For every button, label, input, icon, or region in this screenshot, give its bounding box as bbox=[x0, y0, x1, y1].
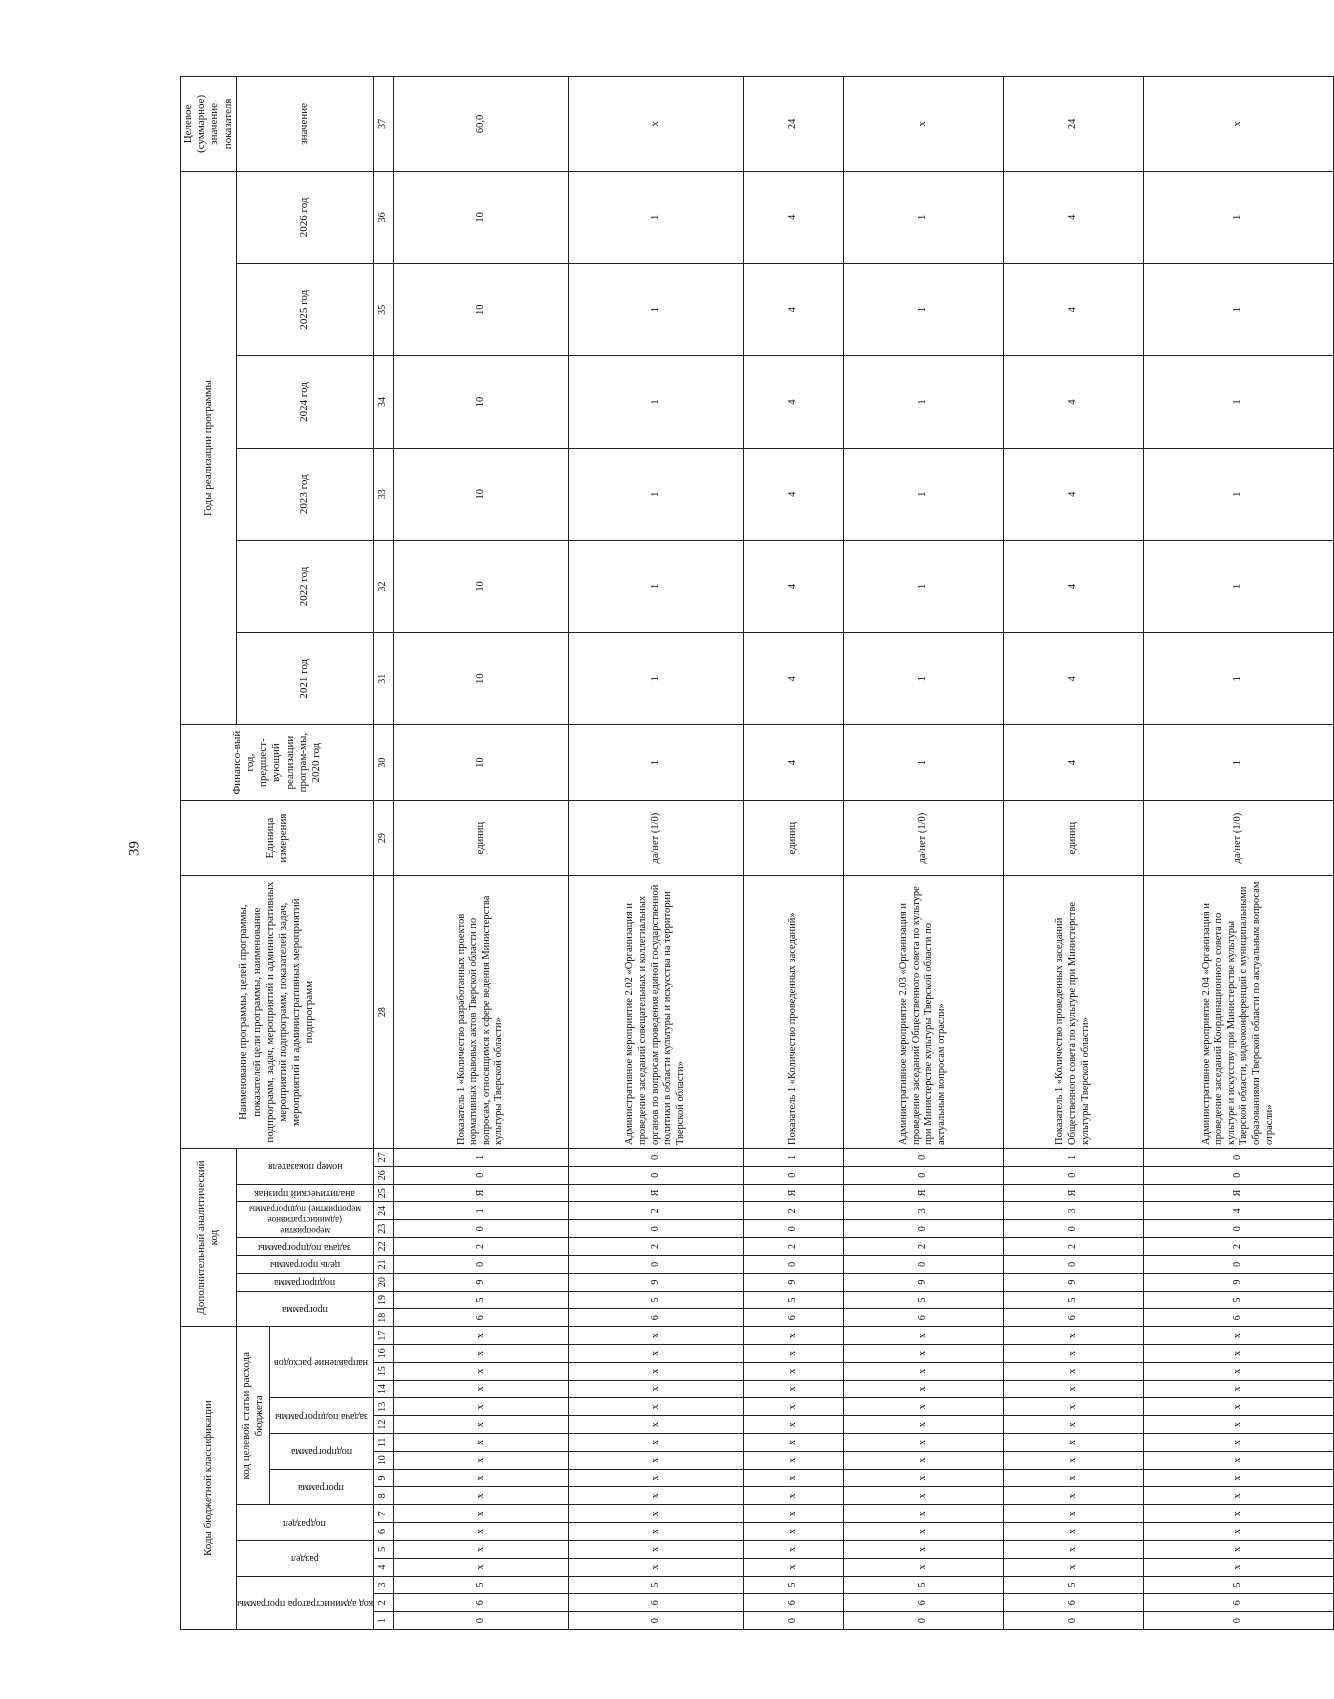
code-cell: 2 bbox=[568, 1238, 743, 1256]
row-year-value: 1 bbox=[1143, 633, 1333, 725]
code-cell: 0 bbox=[743, 1220, 843, 1238]
column-number: 33 bbox=[373, 448, 393, 540]
column-number: 26 bbox=[373, 1166, 393, 1184]
code-cell: 0 bbox=[743, 1255, 843, 1273]
row-target: x bbox=[1143, 77, 1333, 172]
code-cell: x bbox=[843, 1327, 1003, 1345]
code-cell: 0 bbox=[1003, 1166, 1143, 1184]
column-number: 20 bbox=[373, 1273, 393, 1291]
code-cell: 5 bbox=[1003, 1291, 1143, 1309]
header-unit: Единица измерения bbox=[181, 800, 374, 875]
column-number: 28 bbox=[373, 876, 393, 1149]
row-value-2020: 1 bbox=[568, 725, 743, 800]
code-cell: x bbox=[1143, 1398, 1333, 1416]
row-year-value: 4 bbox=[743, 264, 843, 356]
code-cell: x bbox=[843, 1523, 1003, 1541]
header-2026: 2026 год bbox=[236, 171, 373, 263]
code-cell: x bbox=[843, 1540, 1003, 1558]
code-cell: x bbox=[393, 1362, 568, 1380]
row-value-2020: 1 bbox=[1143, 725, 1333, 800]
column-number: 32 bbox=[373, 540, 393, 632]
code-cell: x bbox=[1003, 1540, 1143, 1558]
code-cell: 6 bbox=[843, 1309, 1003, 1327]
header-budget-codes: Коды бюджетной классификации bbox=[181, 1327, 237, 1630]
column-number: 19 bbox=[373, 1291, 393, 1309]
code-cell: 5 bbox=[393, 1291, 568, 1309]
code-cell: 0 bbox=[1143, 1612, 1333, 1630]
code-cell: 2 bbox=[743, 1238, 843, 1256]
code-cell: x bbox=[393, 1380, 568, 1398]
column-number: 23 bbox=[373, 1220, 393, 1238]
code-cell: x bbox=[568, 1398, 743, 1416]
header-2024: 2024 год bbox=[236, 356, 373, 448]
code-cell: x bbox=[393, 1523, 568, 1541]
column-number: 37 bbox=[373, 77, 393, 172]
code-cell: x bbox=[393, 1451, 568, 1469]
row-year-value: 4 bbox=[1003, 356, 1143, 448]
code-cell: x bbox=[843, 1434, 1003, 1452]
header-a-task: задача подпрограммы bbox=[236, 1238, 373, 1256]
row-year-value: 10 bbox=[393, 171, 568, 263]
code-cell: x bbox=[393, 1469, 568, 1487]
code-cell: x bbox=[743, 1487, 843, 1505]
row-value-2020: 4 bbox=[743, 725, 843, 800]
code-cell: x bbox=[843, 1345, 1003, 1363]
header-2025: 2025 год bbox=[236, 264, 373, 356]
header-extra-code: Дополнительный аналитический код bbox=[181, 1148, 237, 1326]
column-number: 24 bbox=[373, 1202, 393, 1220]
code-cell: x bbox=[568, 1345, 743, 1363]
code-cell: 0 bbox=[743, 1612, 843, 1630]
row-value-2020: 10 bbox=[393, 725, 568, 800]
header-subsection: подраздел bbox=[236, 1505, 373, 1541]
row-name: Показатель 1 «Количество проведенных заседаний» bbox=[743, 876, 843, 1149]
code-cell: 2 bbox=[568, 1202, 743, 1220]
column-number: 8 bbox=[373, 1487, 393, 1505]
code-cell: x bbox=[843, 1487, 1003, 1505]
code-cell: 1 bbox=[743, 1148, 843, 1166]
column-number: 17 bbox=[373, 1327, 393, 1345]
code-cell: 0 bbox=[568, 1220, 743, 1238]
column-number: 9 bbox=[373, 1469, 393, 1487]
code-cell: 3 bbox=[1003, 1202, 1143, 1220]
column-number: 2 bbox=[373, 1594, 393, 1612]
code-cell: x bbox=[743, 1362, 843, 1380]
row-year-value: 1 bbox=[1143, 171, 1333, 263]
code-cell: x bbox=[743, 1469, 843, 1487]
code-cell: x bbox=[1003, 1469, 1143, 1487]
code-cell: x bbox=[1003, 1451, 1143, 1469]
code-cell: x bbox=[568, 1505, 743, 1523]
row-unit: да/нет (1/0) bbox=[1143, 800, 1333, 875]
code-cell: x bbox=[1143, 1523, 1333, 1541]
code-cell: x bbox=[1003, 1345, 1143, 1363]
page-number: 39 bbox=[126, 841, 143, 856]
code-cell: x bbox=[843, 1505, 1003, 1523]
code-cell: 5 bbox=[1003, 1576, 1143, 1594]
row-year-value: 1 bbox=[568, 356, 743, 448]
code-cell: x bbox=[843, 1469, 1003, 1487]
code-cell: x bbox=[743, 1398, 843, 1416]
column-number: 22 bbox=[373, 1238, 393, 1256]
code-cell: 0 bbox=[1143, 1220, 1333, 1238]
row-target: x bbox=[568, 77, 743, 172]
column-number: 21 bbox=[373, 1255, 393, 1273]
header-expense-direction: направление расходов bbox=[269, 1327, 373, 1398]
code-cell: x bbox=[1143, 1434, 1333, 1452]
code-cell: 1 bbox=[393, 1148, 568, 1166]
row-target: 24 bbox=[1003, 77, 1143, 172]
code-cell: 0 bbox=[1143, 1166, 1333, 1184]
code-cell: 0 bbox=[568, 1166, 743, 1184]
code-cell: x bbox=[843, 1416, 1003, 1434]
code-cell: x bbox=[743, 1434, 843, 1452]
code-cell: x bbox=[743, 1558, 843, 1576]
code-cell: x bbox=[393, 1416, 568, 1434]
column-number: 31 bbox=[373, 633, 393, 725]
code-cell: 6 bbox=[743, 1594, 843, 1612]
code-cell: 9 bbox=[743, 1273, 843, 1291]
row-year-value: 1 bbox=[568, 448, 743, 540]
row-name: Административное мероприятие 2.02 «Организация и проведение заседаний совещательных и коллегиальных органов по вопросам проведения единой государственной политики в области культуры и искусства на территории Тверской области» bbox=[568, 876, 743, 1149]
row-year-value: 4 bbox=[743, 448, 843, 540]
code-cell: 4 bbox=[1143, 1202, 1333, 1220]
code-cell: x bbox=[1143, 1345, 1333, 1363]
code-cell: x bbox=[743, 1523, 843, 1541]
row-year-value: 1 bbox=[1143, 540, 1333, 632]
code-cell: 0 bbox=[568, 1612, 743, 1630]
row-value-2020: 1 bbox=[843, 725, 1003, 800]
row-year-value: 10 bbox=[393, 264, 568, 356]
row-year-value: 4 bbox=[1003, 448, 1143, 540]
code-cell: 9 bbox=[393, 1273, 568, 1291]
row-name: Показатель 1 «Количество разработанных проектов нормативных правовых актов Тверской области по вопросам, относящимся к сфере ведения Министерства культуры Тверской области» bbox=[393, 876, 568, 1149]
code-cell: Я bbox=[568, 1184, 743, 1202]
header-a-event: мероприятие (административное мероприятие) подпрограммы bbox=[236, 1202, 373, 1238]
code-cell: x bbox=[568, 1327, 743, 1345]
code-cell: 9 bbox=[1003, 1273, 1143, 1291]
row-year-value: 4 bbox=[743, 171, 843, 263]
code-cell: x bbox=[1003, 1558, 1143, 1576]
column-number: 29 bbox=[373, 800, 393, 875]
header-subprogram: подпрограмма bbox=[269, 1434, 373, 1470]
table-row bbox=[743, 77, 843, 1630]
code-cell: 5 bbox=[568, 1576, 743, 1594]
row-year-value: 1 bbox=[568, 264, 743, 356]
column-number: 36 bbox=[373, 171, 393, 263]
row-year-value: 4 bbox=[743, 356, 843, 448]
code-cell: 5 bbox=[568, 1291, 743, 1309]
row-target: 60,0 bbox=[393, 77, 568, 172]
code-cell: x bbox=[743, 1540, 843, 1558]
code-cell: x bbox=[843, 1558, 1003, 1576]
code-cell: x bbox=[1003, 1416, 1143, 1434]
header-a-goal: цель программы bbox=[236, 1255, 373, 1273]
code-cell: x bbox=[743, 1327, 843, 1345]
row-unit: единиц bbox=[393, 800, 568, 875]
code-cell: 5 bbox=[743, 1291, 843, 1309]
code-cell: x bbox=[1003, 1327, 1143, 1345]
row-year-value: 1 bbox=[568, 171, 743, 263]
row-year-value: 1 bbox=[1143, 264, 1333, 356]
code-cell: 0 bbox=[1143, 1255, 1333, 1273]
code-cell: x bbox=[1003, 1487, 1143, 1505]
code-cell: 5 bbox=[743, 1576, 843, 1594]
header-2021: 2021 год bbox=[236, 633, 373, 725]
code-cell: x bbox=[1143, 1540, 1333, 1558]
column-number: 30 bbox=[373, 725, 393, 800]
row-target: x bbox=[843, 77, 1003, 172]
row-year-value: 4 bbox=[743, 633, 843, 725]
code-cell: x bbox=[1003, 1398, 1143, 1416]
code-cell: 9 bbox=[568, 1273, 743, 1291]
code-cell: 6 bbox=[1003, 1309, 1143, 1327]
column-numbers-row bbox=[373, 77, 393, 1630]
code-cell: 6 bbox=[843, 1594, 1003, 1612]
code-cell: 0 bbox=[843, 1255, 1003, 1273]
row-year-value: 1 bbox=[843, 171, 1003, 263]
code-cell: x bbox=[568, 1416, 743, 1434]
code-cell: x bbox=[1003, 1523, 1143, 1541]
header-2023: 2023 год bbox=[236, 448, 373, 540]
column-number: 10 bbox=[373, 1451, 393, 1469]
column-number: 15 bbox=[373, 1362, 393, 1380]
code-cell: x bbox=[568, 1469, 743, 1487]
code-cell: 0 bbox=[843, 1612, 1003, 1630]
column-number: 7 bbox=[373, 1505, 393, 1523]
table-row bbox=[1143, 77, 1333, 1630]
code-cell: 6 bbox=[393, 1594, 568, 1612]
row-year-value: 10 bbox=[393, 540, 568, 632]
code-cell: 5 bbox=[843, 1291, 1003, 1309]
code-cell: 6 bbox=[1143, 1309, 1333, 1327]
program-indicators-table bbox=[180, 76, 1334, 1630]
column-number: 5 bbox=[373, 1540, 393, 1558]
code-cell: x bbox=[1143, 1505, 1333, 1523]
code-cell: 6 bbox=[1143, 1594, 1333, 1612]
code-cell: x bbox=[393, 1540, 568, 1558]
code-cell: Я bbox=[743, 1184, 843, 1202]
column-number: 16 bbox=[373, 1345, 393, 1363]
code-cell: 6 bbox=[568, 1309, 743, 1327]
code-cell: Я bbox=[393, 1184, 568, 1202]
code-cell: x bbox=[843, 1451, 1003, 1469]
code-cell: 0 bbox=[843, 1148, 1003, 1166]
code-cell: 0 bbox=[843, 1220, 1003, 1238]
code-cell: x bbox=[843, 1362, 1003, 1380]
code-cell: x bbox=[393, 1398, 568, 1416]
code-cell: x bbox=[1003, 1380, 1143, 1398]
code-cell: x bbox=[568, 1487, 743, 1505]
code-cell: x bbox=[568, 1434, 743, 1452]
code-cell: Я bbox=[1143, 1184, 1333, 1202]
code-cell: x bbox=[393, 1505, 568, 1523]
code-cell: x bbox=[743, 1345, 843, 1363]
code-cell: 5 bbox=[1143, 1291, 1333, 1309]
rotated-table-wrapper bbox=[180, 76, 1290, 1630]
column-number: 34 bbox=[373, 356, 393, 448]
header-name: Наименование программы, целей программы, показателей цели программы, наименование подпрограмм, задач, мероприятий и административных мероприятий подпрограмм, показателей задач, мероприятий и административных мероприятий подпрограмм bbox=[181, 876, 374, 1149]
code-cell: 6 bbox=[393, 1309, 568, 1327]
code-cell: 0 bbox=[843, 1166, 1003, 1184]
row-year-value: 1 bbox=[843, 264, 1003, 356]
code-cell: 9 bbox=[1143, 1273, 1333, 1291]
code-cell: x bbox=[743, 1451, 843, 1469]
row-year-value: 1 bbox=[568, 540, 743, 632]
code-cell: x bbox=[1003, 1362, 1143, 1380]
code-cell: 0 bbox=[1003, 1255, 1143, 1273]
code-cell: x bbox=[1143, 1362, 1333, 1380]
code-cell: 2 bbox=[843, 1238, 1003, 1256]
code-cell: 0 bbox=[1143, 1148, 1333, 1166]
header-task-subprogram: задача подпрограммы bbox=[269, 1398, 373, 1434]
code-cell: x bbox=[743, 1380, 843, 1398]
code-cell: x bbox=[843, 1380, 1003, 1398]
code-cell: 2 bbox=[1003, 1238, 1143, 1256]
code-cell: 5 bbox=[1143, 1576, 1333, 1594]
header-target: Целевое (суммарное) значение показателя bbox=[181, 77, 237, 172]
row-year-value: 1 bbox=[1143, 448, 1333, 540]
code-cell: x bbox=[568, 1523, 743, 1541]
header-a-indicator: номер показателя bbox=[236, 1148, 373, 1184]
code-cell: x bbox=[568, 1380, 743, 1398]
row-year-value: 4 bbox=[1003, 171, 1143, 263]
code-cell: x bbox=[1143, 1416, 1333, 1434]
code-cell: 5 bbox=[843, 1576, 1003, 1594]
row-year-value: 4 bbox=[1003, 540, 1143, 632]
row-year-value: 4 bbox=[1003, 264, 1143, 356]
header-years: Годы реализации программы bbox=[181, 171, 237, 725]
column-number: 6 bbox=[373, 1523, 393, 1541]
header-fin-year: Финансо-вый год, предшест-вующий реализации програм-мы, 2020 год bbox=[181, 725, 374, 800]
code-cell: x bbox=[1143, 1380, 1333, 1398]
code-cell: 0 bbox=[393, 1220, 568, 1238]
column-number: 4 bbox=[373, 1558, 393, 1576]
code-cell: 0 bbox=[1003, 1612, 1143, 1630]
header-target-article: код целевой статьи расхода бюджета bbox=[236, 1327, 269, 1505]
code-cell: 2 bbox=[743, 1202, 843, 1220]
row-year-value: 1 bbox=[843, 448, 1003, 540]
row-year-value: 1 bbox=[843, 356, 1003, 448]
code-cell: x bbox=[393, 1345, 568, 1363]
code-cell: Я bbox=[843, 1184, 1003, 1202]
header-program: программа bbox=[269, 1469, 373, 1505]
code-cell: x bbox=[1143, 1469, 1333, 1487]
code-cell: x bbox=[743, 1416, 843, 1434]
code-cell: x bbox=[568, 1558, 743, 1576]
code-cell: 0 bbox=[568, 1148, 743, 1166]
column-number: 1 bbox=[373, 1612, 393, 1630]
code-cell: x bbox=[843, 1398, 1003, 1416]
row-unit: единиц bbox=[743, 800, 843, 875]
code-cell: x bbox=[393, 1487, 568, 1505]
row-name: Административное мероприятие 2.04 «Организация и проведение заседаний Координационного совета по культуре и искусству при Министерстве культуры Тверской области, видеоконференций с муниципальными образованиями Тверской области по актуальным вопросам отрасли» bbox=[1143, 876, 1333, 1149]
code-cell: x bbox=[393, 1434, 568, 1452]
header-a-sign: аналитический признак bbox=[236, 1184, 373, 1202]
row-unit: единиц bbox=[1003, 800, 1143, 875]
row-year-value: 1 bbox=[1143, 356, 1333, 448]
column-number: 14 bbox=[373, 1380, 393, 1398]
code-cell: 5 bbox=[393, 1576, 568, 1594]
code-cell: 0 bbox=[393, 1166, 568, 1184]
code-cell: x bbox=[1143, 1558, 1333, 1576]
row-year-value: 10 bbox=[393, 633, 568, 725]
column-number: 35 bbox=[373, 264, 393, 356]
code-cell: 0 bbox=[743, 1166, 843, 1184]
row-year-value: 1 bbox=[843, 633, 1003, 725]
code-cell: 6 bbox=[743, 1309, 843, 1327]
row-year-value: 4 bbox=[1003, 633, 1143, 725]
code-cell: x bbox=[1003, 1505, 1143, 1523]
code-cell: 1 bbox=[1003, 1148, 1143, 1166]
code-cell: 3 bbox=[843, 1202, 1003, 1220]
row-name: Показатель 1 «Количество проведенных заседаний Общественного совета по культуре при Министерстве культуры Тверской области» bbox=[1003, 876, 1143, 1149]
code-cell: 9 bbox=[843, 1273, 1003, 1291]
table-row bbox=[568, 77, 743, 1630]
header-admin-code: код администратора программы bbox=[236, 1576, 373, 1629]
code-cell: 0 bbox=[1003, 1220, 1143, 1238]
column-number: 18 bbox=[373, 1309, 393, 1327]
table-row bbox=[393, 77, 568, 1630]
row-unit: да/нет (1/0) bbox=[568, 800, 743, 875]
code-cell: x bbox=[568, 1362, 743, 1380]
code-cell: 6 bbox=[1003, 1594, 1143, 1612]
column-number: 12 bbox=[373, 1416, 393, 1434]
row-year-value: 10 bbox=[393, 448, 568, 540]
code-cell: 6 bbox=[568, 1594, 743, 1612]
code-cell: x bbox=[393, 1558, 568, 1576]
row-year-value: 1 bbox=[843, 540, 1003, 632]
code-cell: 0 bbox=[568, 1255, 743, 1273]
code-cell: x bbox=[568, 1540, 743, 1558]
header-value: значение bbox=[236, 77, 373, 172]
row-year-value: 1 bbox=[568, 633, 743, 725]
row-unit: да/нет (1/0) bbox=[843, 800, 1003, 875]
table-row bbox=[1003, 77, 1143, 1630]
code-cell: 2 bbox=[393, 1238, 568, 1256]
header-a-program: программа bbox=[236, 1291, 373, 1327]
code-cell: x bbox=[568, 1451, 743, 1469]
code-cell: 2 bbox=[1143, 1238, 1333, 1256]
column-number: 11 bbox=[373, 1434, 393, 1452]
row-year-value: 10 bbox=[393, 356, 568, 448]
code-cell: x bbox=[743, 1505, 843, 1523]
code-cell: 1 bbox=[393, 1202, 568, 1220]
table-row bbox=[843, 77, 1003, 1630]
code-cell: x bbox=[1143, 1451, 1333, 1469]
column-number: 25 bbox=[373, 1184, 393, 1202]
row-year-value: 4 bbox=[743, 540, 843, 632]
row-value-2020: 4 bbox=[1003, 725, 1143, 800]
header-2022: 2022 год bbox=[236, 540, 373, 632]
code-cell: x bbox=[1143, 1487, 1333, 1505]
code-cell: Я bbox=[1003, 1184, 1143, 1202]
code-cell: x bbox=[393, 1327, 568, 1345]
code-cell: 0 bbox=[393, 1612, 568, 1630]
column-number: 13 bbox=[373, 1398, 393, 1416]
header-section: раздел bbox=[236, 1540, 373, 1576]
column-number: 27 bbox=[373, 1148, 393, 1166]
code-cell: 0 bbox=[393, 1255, 568, 1273]
row-target: 24 bbox=[743, 77, 843, 172]
code-cell: x bbox=[1143, 1327, 1333, 1345]
code-cell: x bbox=[1003, 1434, 1143, 1452]
header-a-subprogram: подпрограмма bbox=[236, 1273, 373, 1291]
row-name: Административное мероприятие 2.03 «Организация и проведение заседаний Общественного совета по культуре при Министерстве культуры Тверской области по актуальным вопросам отрасли» bbox=[843, 876, 1003, 1149]
column-number: 3 bbox=[373, 1576, 393, 1594]
